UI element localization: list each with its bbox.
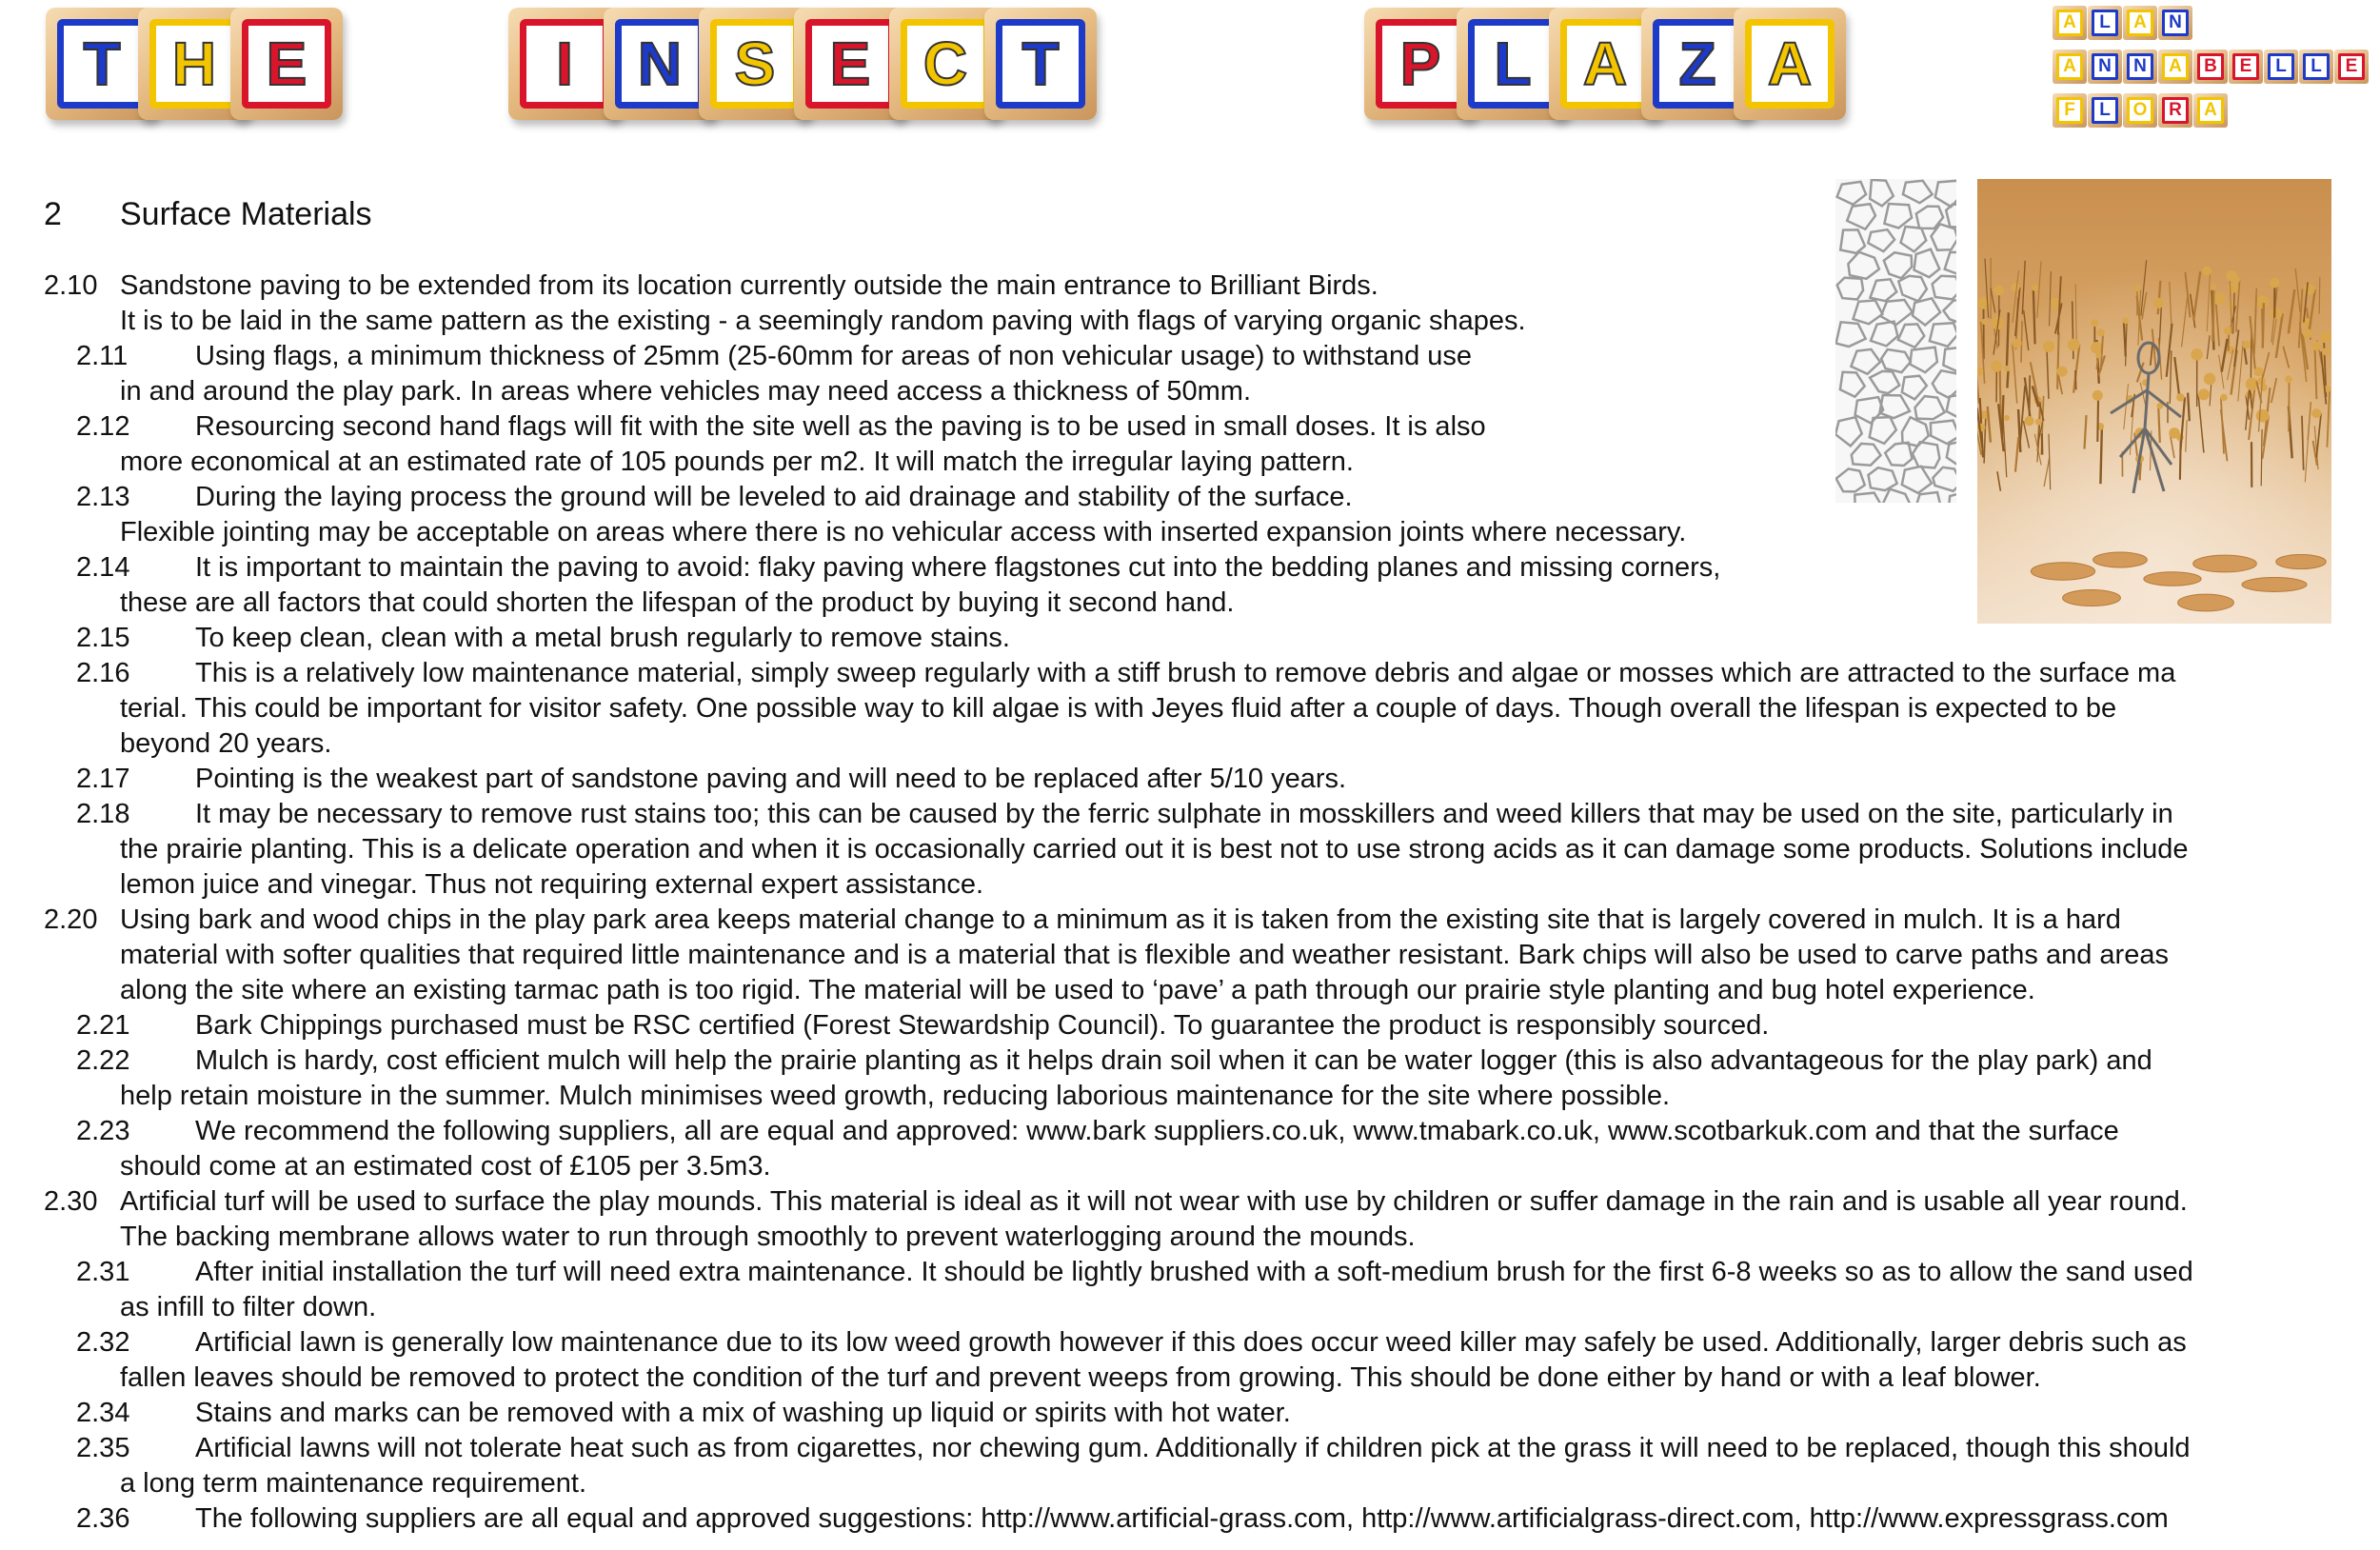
clause-text: It is important to maintain the paving to avoid: flaky paving where flagstones cut into the bedding planes and missing corners, bbox=[195, 552, 1721, 583]
name-letter-block bbox=[2123, 93, 2157, 128]
clause-text: Stains and marks can be removed with a mix of washing up liquid or spirits with hot water. bbox=[195, 1398, 1291, 1428]
clause-text: Mulch is hardy, cost efficient mulch will help the prairie planting as it helps drain soil when it can be water logger (this is also advantageous for the play park) and bbox=[195, 1045, 2152, 1076]
clause-text: Pointing is the weakest part of sandstone paving and will need to be replaced after 5/10 years. bbox=[195, 764, 1347, 794]
clause-continuation: beyond 20 years. bbox=[120, 728, 332, 759]
title-letter-block bbox=[984, 8, 1097, 120]
clause-continuation: help retain moisture in the summer. Mulch minimises weed growth, reducing laborious maintenance for the site where possible. bbox=[120, 1081, 1671, 1111]
title-letter: N bbox=[615, 19, 704, 109]
name-letter: B bbox=[2197, 53, 2224, 80]
clause-number: 2.17 bbox=[76, 764, 130, 794]
clause-continuation: The backing membrane allows water to run through smoothly to prevent waterlogging around the mounds. bbox=[120, 1222, 1416, 1252]
title-letter: T bbox=[996, 19, 1085, 109]
name-letter-block bbox=[2193, 93, 2228, 128]
clause-text: To keep clean, clean with a metal brush regularly to remove stains. bbox=[195, 623, 1010, 653]
clause-continuation: lemon juice and vinegar. Thus not requiring external expert assistance. bbox=[120, 869, 984, 900]
clause-text: Bark Chippings purchased must be RSC certified (Forest Stewardship Council). To guarantee the product is responsibly sourced. bbox=[195, 1010, 1770, 1041]
prairie-model-photo bbox=[1977, 179, 2331, 624]
clause-text: Using bark and wood chips in the play park area keeps material change to a minimum as it is taken from the existing site that is largely covered in mulch. It is a hard bbox=[120, 904, 2121, 935]
clause-number: 2.15 bbox=[76, 623, 130, 653]
clause-continuation: Flexible jointing may be acceptable on areas where there is no vehicular access with inserted expansion joints where necessary. bbox=[120, 517, 1687, 547]
name-letter-block bbox=[2158, 93, 2192, 128]
name-letter-block bbox=[2264, 50, 2298, 84]
clause-number: 2.30 bbox=[44, 1186, 98, 1217]
clause-text: Using flags, a minimum thickness of 25mm (25-60mm for areas of non vehicular usage) to withstand use bbox=[195, 341, 1473, 371]
name-letter: A bbox=[2056, 53, 2083, 80]
clause-number: 2.22 bbox=[76, 1045, 130, 1076]
clause-number: 2.36 bbox=[76, 1503, 130, 1534]
clause-continuation: more economical at an estimated rate of 105 pounds per m2. It will match the irregular laying pattern. bbox=[120, 447, 1354, 477]
clause-continuation: fallen leaves should be removed to protect the condition of the turf and prevent weeps from growing. This should be done either by hand or with a leaf blower. bbox=[120, 1362, 2041, 1393]
clause-number: 2.11 bbox=[76, 341, 129, 371]
name-letter-block bbox=[2088, 93, 2122, 128]
title-letter: L bbox=[1468, 19, 1557, 109]
clause-text: Artificial lawn is generally low maintenance due to its low weed growth however if this does occur weed killer may safely be used. Additionally, larger debris such as bbox=[195, 1327, 2187, 1358]
clause-number: 2.18 bbox=[76, 799, 130, 829]
clause-continuation: along the site where an existing tarmac path is too rigid. The material will be used to ‘pave’ a path through our prairie style planting and bug hotel experience. bbox=[120, 975, 2035, 1005]
clause-continuation: in and around the play park. In areas where vehicles may need access a thickness of 50mm. bbox=[120, 376, 1252, 407]
name-letter: R bbox=[2162, 97, 2189, 124]
crazy-paving-pattern-image bbox=[1835, 179, 1956, 503]
name-letter: L bbox=[2303, 53, 2330, 80]
name-letter: O bbox=[2127, 97, 2153, 124]
title-letter: H bbox=[149, 19, 239, 109]
name-letter: N bbox=[2127, 53, 2153, 80]
title-letter-block bbox=[1734, 8, 1846, 120]
clause-number: 2.35 bbox=[76, 1433, 130, 1463]
clause-continuation: these are all factors that could shorten the lifespan of the product by buying it second hand. bbox=[120, 587, 1235, 618]
name-letter-block bbox=[2158, 6, 2192, 40]
name-letter: N bbox=[2162, 10, 2189, 36]
title-letter: C bbox=[901, 19, 990, 109]
clause-continuation: terial. This could be important for visitor safety. One possible way to kill algae is with Jeyes fluid after a couple of days. Though overall the lifespan is expected to be bbox=[120, 693, 2117, 724]
clause-text: During the laying process the ground will be leveled to aid drainage and stability of the surface. bbox=[195, 482, 1353, 512]
name-letter-block bbox=[2299, 50, 2333, 84]
name-letter-block bbox=[2158, 50, 2192, 84]
section-heading bbox=[44, 195, 372, 233]
clause-number: 2.34 bbox=[76, 1398, 130, 1428]
name-letter: A bbox=[2162, 53, 2189, 80]
title-letter-block bbox=[230, 8, 343, 120]
name-letter: E bbox=[2232, 53, 2259, 80]
section-number: 2 bbox=[44, 196, 62, 232]
clause-number: 2.10 bbox=[44, 270, 98, 301]
clause-continuation: as infill to filter down. bbox=[120, 1292, 377, 1322]
section-title: Surface Materials bbox=[120, 196, 372, 232]
title-letter: A bbox=[1745, 19, 1835, 109]
clause-text: We recommend the following suppliers, all are equal and approved: www.bark suppliers.co.uk, www.tmabark.co.uk, www.scotbarkuk.com and that the surface bbox=[195, 1116, 2119, 1146]
clause-number: 2.23 bbox=[76, 1116, 130, 1146]
name-letter: L bbox=[2092, 10, 2118, 36]
clause-text: It may be necessary to remove rust stains too; this can be caused by the ferric sulphate in mosskillers and weed killers that may be used on the site, particularly in bbox=[195, 799, 2173, 829]
name-letter-block bbox=[2053, 50, 2087, 84]
name-letter-block bbox=[2053, 93, 2087, 128]
name-letter-block bbox=[2229, 50, 2263, 84]
name-letter-block bbox=[2193, 50, 2228, 84]
clause-number: 2.32 bbox=[76, 1327, 130, 1358]
clause-continuation: It is to be laid in the same pattern as the existing - a seemingly random paving with flags of varying organic shapes. bbox=[120, 306, 1526, 336]
name-letter-block bbox=[2053, 6, 2087, 40]
name-letter: L bbox=[2092, 97, 2118, 124]
clause-number: 2.13 bbox=[76, 482, 130, 512]
clause-text: After initial installation the turf will need extra maintenance. It should be lightly brushed with a soft-medium brush for the first 6-8 weeks so as to allow the sand used bbox=[195, 1257, 2193, 1287]
clause-continuation: the prairie planting. This is a delicate operation and when it is occasionally carried out it is best not to use strong acids as it can damage some products. Solutions include bbox=[120, 834, 2189, 864]
name-letter-block bbox=[2334, 50, 2369, 84]
title-letter: Z bbox=[1653, 19, 1742, 109]
title-banner bbox=[0, 0, 2380, 143]
name-letter: A bbox=[2197, 97, 2224, 124]
name-letter: F bbox=[2056, 97, 2083, 124]
clause-continuation: should come at an estimated cost of £105 per 3.5m3. bbox=[120, 1151, 771, 1182]
clause-continuation: material with softer qualities that required little maintenance and is a material that is flexible and weather resistant. Bark chips will also be used to carve paths and areas bbox=[120, 940, 2169, 970]
clause-number: 2.21 bbox=[76, 1010, 130, 1041]
clause-text: The following suppliers are all equal and approved suggestions: http://www.artificial-grass.com, http://www.artificialgrass-direct.com, http://www.expressgrass.com bbox=[195, 1503, 2169, 1534]
name-letter: N bbox=[2092, 53, 2118, 80]
clause-continuation: a long term maintenance requirement. bbox=[120, 1468, 587, 1499]
clause-number: 2.20 bbox=[44, 904, 98, 935]
clause-text: Resourcing second hand flags will fit with the site well as the paving is to be used in small doses. It is also bbox=[195, 411, 1486, 442]
name-letter: A bbox=[2127, 10, 2153, 36]
name-letter: L bbox=[2268, 53, 2294, 80]
title-letter: T bbox=[57, 19, 147, 109]
title-letter: S bbox=[710, 19, 800, 109]
title-letter: P bbox=[1376, 19, 1465, 109]
clause-text: Sandstone paving to be extended from its location currently outside the main entrance to Brilliant Birds. bbox=[120, 270, 1378, 301]
clause-text: Artificial turf will be used to surface the play mounds. This material is ideal as it will not wear with use by children or suffer damage in the rain and is usable all year round. bbox=[120, 1186, 2188, 1217]
clause-text: This is a relatively low maintenance material, simply sweep regularly with a stiff brush to remove debris and algae or mosses which are attracted to the surface ma bbox=[195, 658, 2176, 688]
name-letter-block bbox=[2123, 6, 2157, 40]
title-letter: A bbox=[1560, 19, 1650, 109]
name-letter-block bbox=[2123, 50, 2157, 84]
name-letter-block bbox=[2088, 6, 2122, 40]
clause-number: 2.31 bbox=[76, 1257, 130, 1287]
name-letter: E bbox=[2338, 53, 2365, 80]
title-letter: E bbox=[805, 19, 895, 109]
title-letter: E bbox=[242, 19, 331, 109]
clause-number: 2.16 bbox=[76, 658, 130, 688]
clause-text: Artificial lawns will not tolerate heat such as from cigarettes, nor chewing gum. Additionally if children pick at the grass it will need to be replaced, though this should bbox=[195, 1433, 2191, 1463]
name-letter: A bbox=[2056, 10, 2083, 36]
title-letter: I bbox=[520, 19, 609, 109]
clause-number: 2.12 bbox=[76, 411, 130, 442]
name-letter-block bbox=[2088, 50, 2122, 84]
clause-number: 2.14 bbox=[76, 552, 130, 583]
